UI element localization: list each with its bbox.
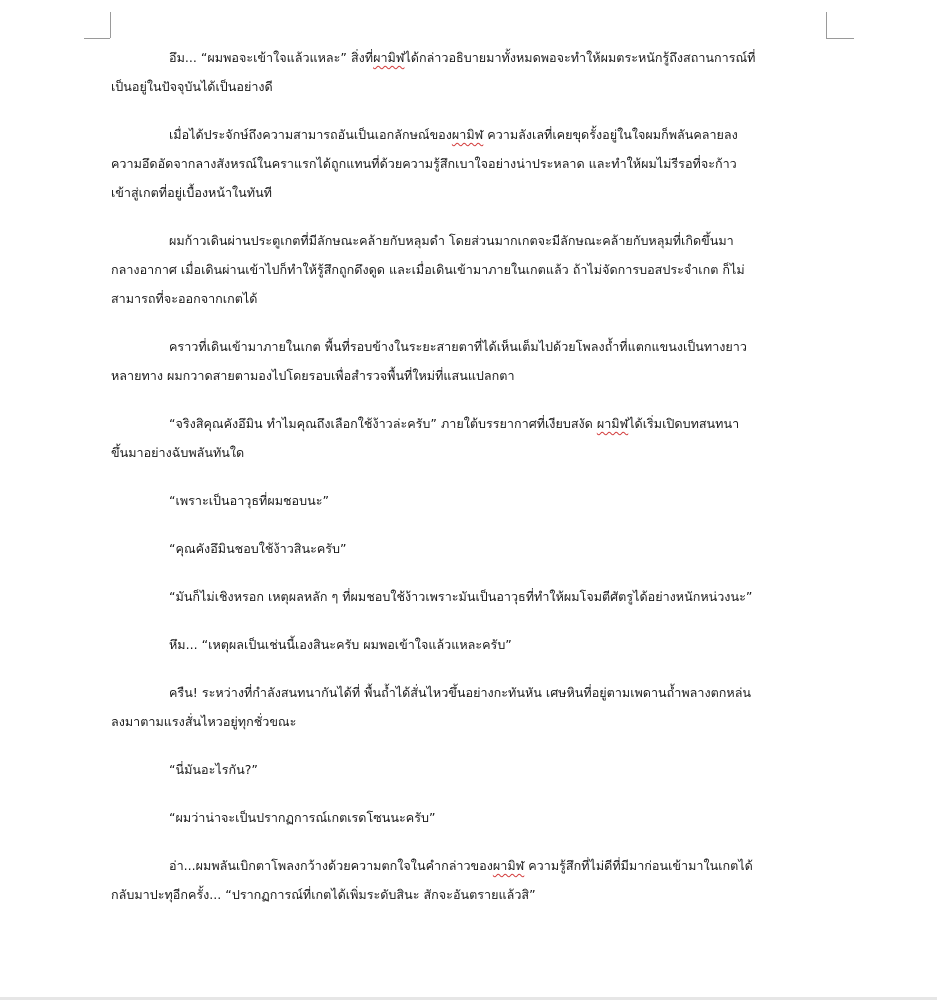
text-run: คราวที่เดินเข้ามาภายในเกต พื้นที่รอบข้างในระยะสายตาที่ได้เห็นเต็มไปด้วยโพลงถ้ำที่แตกแขนงเป็นทางยาว — [169, 339, 747, 354]
text-line — [111, 255, 827, 284]
text-line — [111, 361, 827, 390]
text-line — [111, 120, 827, 149]
paragraph — [111, 332, 827, 390]
text-run: ลงมาตามแรงสั่นไหวอยู่ทุกชั่วขณะ — [111, 714, 297, 729]
text-run: เข้าสู่เกตที่อยู่เบื้องหน้าในทันที — [111, 185, 272, 200]
text-line — [111, 149, 827, 178]
paragraph — [111, 851, 827, 909]
crop-mark-top-left-horizontal — [84, 38, 110, 39]
text-run: ความรู้สึกที่ไม่ดีที่มีมาก่อนเข้ามาในเกตได้ — [524, 858, 753, 873]
paragraph — [111, 534, 827, 563]
text-run: หลายทาง ผมกวาดสายตามองไปโดยรอบเพื่อสำรวจพื้นที่ใหม่ที่แสนแปลกตา — [111, 368, 515, 383]
crop-mark-top-left-vertical — [110, 12, 111, 38]
text-line — [111, 284, 827, 313]
text-run: สามารถที่จะออกจากเกตได้ — [111, 291, 258, 306]
text-line — [111, 409, 827, 438]
text-line — [111, 332, 827, 361]
paragraph — [111, 43, 827, 101]
text-line — [111, 438, 827, 467]
text-run: ความอึดอัดจากลางสังหรณ์ในคราแรกได้ถูกแทนที่ด้วยความรู้สึกเบาใจอย่างน่าประหลาด และทำให้ผมไม่รีรอที่จะก้าว — [111, 156, 737, 171]
text-run: “คุณคังอึมินชอบใช้ง้าวสินะครับ” — [169, 541, 347, 556]
text-run: อึม... “ผมพอจะเข้าใจแล้วแหละ” สิ่งที่ — [169, 50, 374, 65]
text-run: เมื่อได้ประจักษ์ถึงความสามารถอันเป็นเอกลักษณ์ของ — [169, 127, 452, 142]
text-line — [111, 851, 827, 880]
text-run: หึม... “เหตุผลเป็นเช่นนี้เองสินะครับ ผมพอเข้าใจแล้วแหละครับ” — [169, 637, 512, 652]
spellcheck-flagged-word: ผามิฬ — [373, 50, 405, 65]
spellcheck-flagged-word: ผามิฬ — [492, 858, 525, 873]
text-line — [111, 880, 827, 909]
paragraph — [111, 120, 827, 207]
text-line — [111, 803, 827, 832]
text-line — [111, 72, 827, 101]
text-run: “นี่มันอะไรกัน?” — [169, 762, 258, 777]
text-run: ได้กล่าวอธิบายมาทั้งหมดพอจะทำให้ผมตระหนักรู้ถึงสถานการณ์ที่ — [404, 50, 756, 65]
text-run: ขึ้นมาอย่างฉับพลันทันใด — [111, 445, 245, 460]
text-run: เป็นอยู่ในปัจจุบันได้เป็นอย่างดี — [111, 79, 273, 94]
text-line — [111, 178, 827, 207]
paragraph — [111, 486, 827, 515]
spellcheck-flagged-word: ผามิฬ — [451, 127, 484, 142]
paragraph — [111, 582, 827, 611]
text-run: กลางอากาศ เมื่อเดินผ่านเข้าไปก็ทำให้รู้สึกถูกดึงดูด และเมื่อเดินเข้ามาภายในเกตแล้ว ถ้าไม่จัดการบอสประจำเกต ก็ไม่ — [111, 262, 745, 277]
text-run: ความลังเลที่เคยขุดรั้งอยู่ในใจผมก็พลันคลายลง — [483, 127, 738, 142]
paragraph — [111, 678, 827, 736]
text-run: “มันก็ไม่เชิงหรอก เหตุผลหลัก ๆ ที่ผมชอบใช้ง้าวเพราะมันเป็นอาวุธที่ทำให้ผมโจมตีศัตรูได้อย่างหนักหน่วงนะ” — [169, 589, 753, 604]
text-run: ครืน! ระหว่างที่กำลังสนทนากันได้ที่ พื้นถ้ำได้สั่นไหวขึ้นอย่างกะทันหัน เศษหินที่อยู่ตามเพดานถ้ำพลางตกหล่น — [169, 685, 752, 700]
text-run: ได้เริ่มเปิดบทสนทนา — [628, 416, 740, 431]
text-run: อ่า...ผมพลันเบิกตาโพลงกว้างด้วยความตกใจในคำกล่าวของ — [169, 858, 493, 873]
text-line — [111, 226, 827, 255]
paragraph — [111, 630, 827, 659]
text-line — [111, 707, 827, 736]
text-line — [111, 630, 827, 659]
paragraph — [111, 755, 827, 784]
crop-mark-top-right-horizontal — [826, 38, 854, 39]
text-line — [111, 582, 827, 611]
paragraph — [111, 409, 827, 467]
text-line — [111, 486, 827, 515]
spellcheck-flagged-word: ผามิฬ — [596, 416, 629, 431]
text-run: กลับมาปะทุอีกครั้ง... “ปรากฏการณ์ที่เกตได้เพิ่มระดับสินะ สักจะอันตรายแล้วสิ” — [111, 887, 536, 902]
text-line — [111, 43, 827, 72]
text-line — [111, 678, 827, 707]
paragraph — [111, 226, 827, 313]
document-body[interactable] — [111, 43, 827, 928]
text-run: ผมก้าวเดินผ่านประตูเกตที่มีลักษณะคล้ายกับหลุมดำ โดยส่วนมากเกตจะมีลักษณะคล้ายกับหลุมที่เกิดขึ้นมา — [169, 233, 734, 248]
text-run: “ผมว่าน่าจะเป็นปรากฏการณ์เกตเรดโซนนะครับ” — [169, 810, 436, 825]
text-line — [111, 755, 827, 784]
text-run: “เพราะเป็นอาวุธที่ผมชอบนะ” — [169, 493, 330, 508]
crop-mark-top-right-vertical — [826, 12, 827, 38]
text-line — [111, 534, 827, 563]
text-run: “จริงสิคุณคังอึมิน ทำไมคุณถึงเลือกใช้ง้าวล่ะครับ” ภายใต้บรรยากาศที่เงียบสงัด — [169, 416, 597, 431]
paragraph — [111, 803, 827, 832]
